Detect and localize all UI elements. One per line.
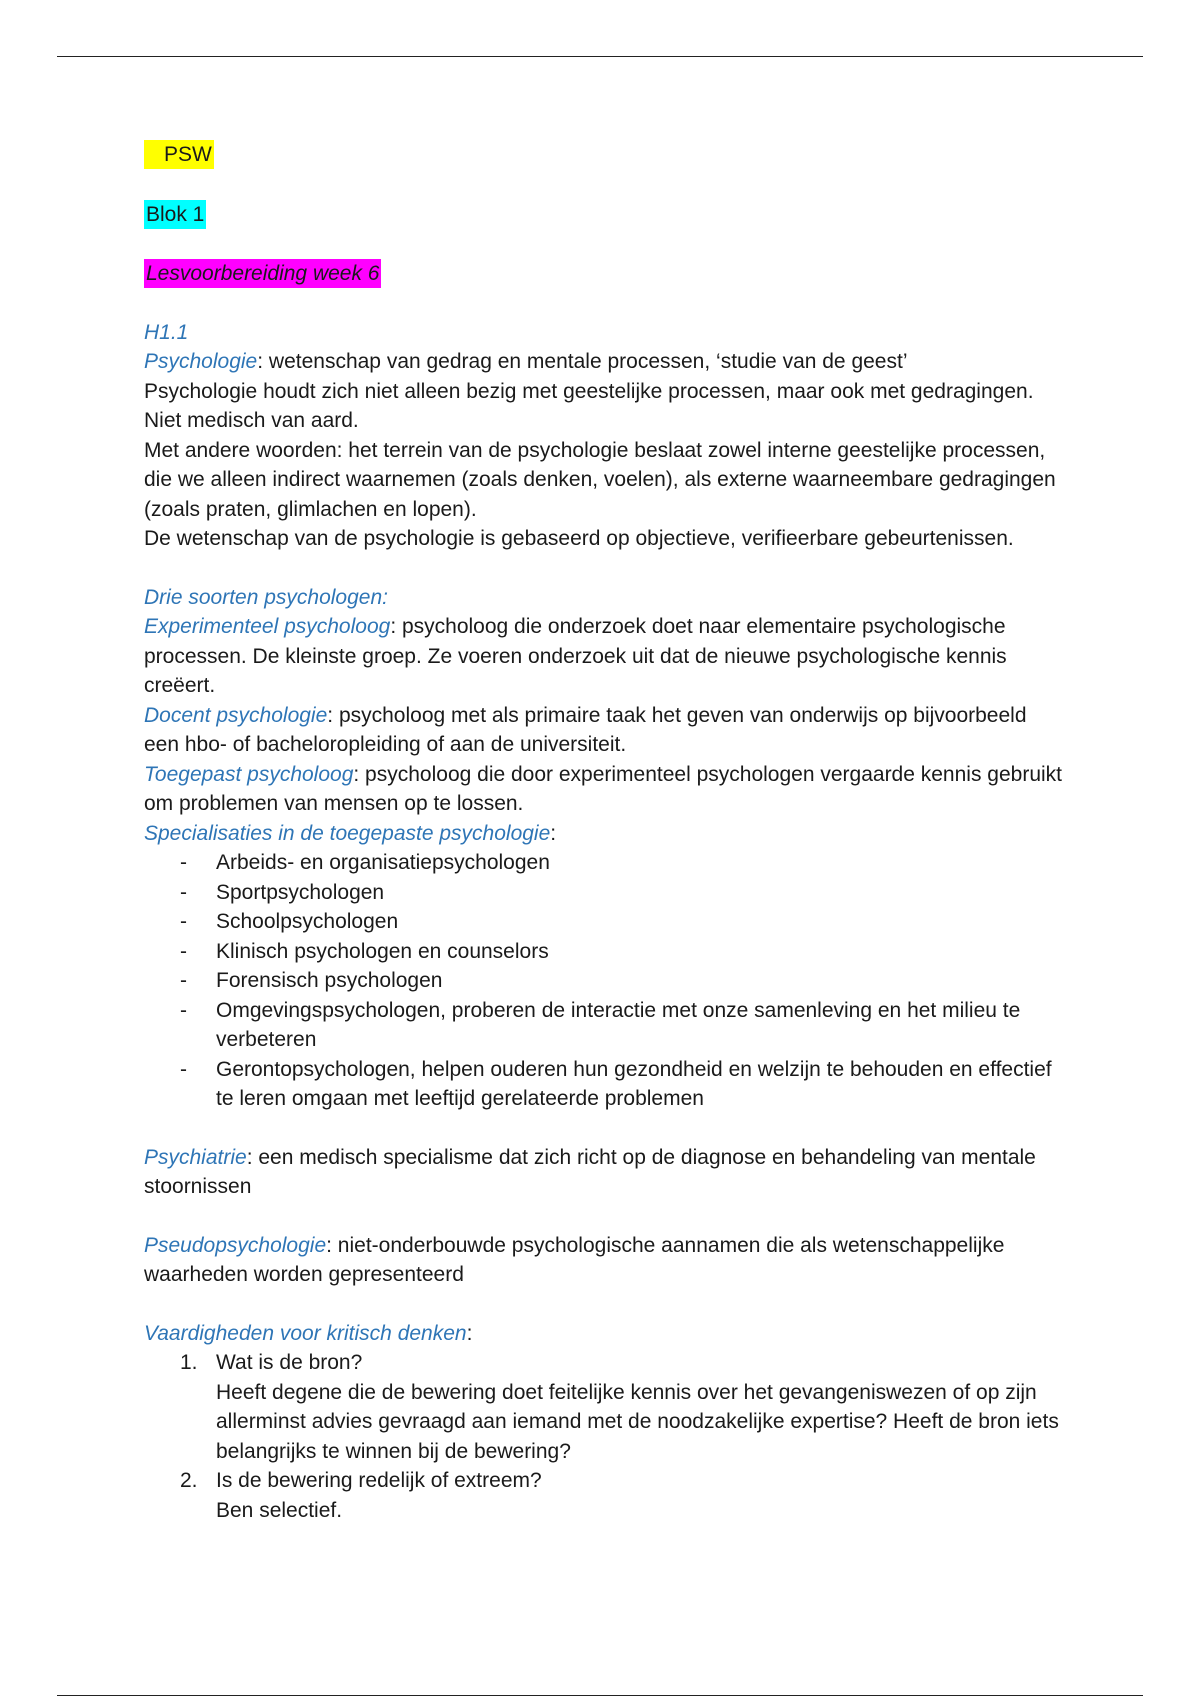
list-marker: -	[180, 851, 187, 874]
psychiatry-term: Psychiatrie	[144, 1145, 247, 1169]
list-number: 1.	[180, 1351, 198, 1374]
document-body	[144, 140, 1064, 1525]
list-item	[144, 1466, 1064, 1525]
applied-def-text: : psycholoog die door experimenteel psychologen vergaarde kennis gebruikt om problemen van mensen op te lossen.	[144, 762, 1062, 815]
list-marker: -	[180, 939, 187, 963]
psychiatry-def-text: : een medisch specialisme dat zich richt op de diagnose en behandeling van mentale stoornissen	[144, 1145, 1036, 1198]
psychiatry-definition	[144, 1143, 1064, 1202]
list-item-body: Heeft degene die de bewering doet feitelijke kennis over het gevangeniswezen of op zijn allerminst advies gevraagd aan iemand met de noodzakelijke expertise? Heeft de bron iets belangrijks te winnen bij de bewering?	[216, 1380, 1059, 1463]
list-item	[144, 996, 1064, 1055]
list-item	[144, 878, 1064, 908]
list-item-body: Ben selectief.	[216, 1498, 343, 1522]
list-item-text: Gerontopsychologen, helpen ouderen hun gezondheid en welzijn te behouden en effectief te leren omgaan met leeftijd gerelateerde problemen	[216, 1057, 1052, 1110]
experimental-def-text: : psycholoog die onderzoek doet naar elementaire psychologische processen. De kleinste groep. Ze voeren onderzoek uit dat de nieuwe psychologische kennis creëert.	[144, 615, 1007, 697]
block-tag: Blok 1	[144, 200, 206, 229]
list-marker: -	[180, 910, 187, 933]
critical-term: Vaardigheden voor kritisch denken	[144, 1321, 467, 1345]
teacher-def-text: : psycholoog met als primaire taak het geven van onderwijs op bijvoorbeeld een hbo- of bacheloropleiding of aan de universiteit.	[144, 703, 1027, 756]
block-tag-line	[144, 200, 1064, 230]
critical-list	[144, 1348, 1064, 1525]
list-item-title: Is de bewering redelijk of extreem?	[216, 1469, 542, 1492]
list-item	[144, 1055, 1064, 1114]
psychology-term: Psychologie	[144, 350, 258, 373]
critical-colon: :	[466, 1321, 473, 1345]
pseudo-term: Pseudopsychologie	[144, 1233, 327, 1257]
list-marker: -	[180, 1057, 187, 1081]
list-item-text: Sportpsychologen	[216, 880, 385, 904]
course-tag: PSW	[144, 140, 214, 169]
psychology-def-text: : wetenschap van gedrag en mentale processen, ‘studie van de geest’	[257, 350, 908, 373]
list-marker: -	[180, 969, 187, 992]
list-item	[144, 907, 1064, 937]
psychology-definition	[144, 347, 1064, 377]
teacher-term: Docent psychologie	[144, 703, 328, 727]
list-marker: -	[180, 998, 187, 1022]
paragraph-1: Psychologie houdt zich niet alleen bezig met geestelijke processen, maar ook met gedragingen. Niet medisch van aard.	[144, 379, 1034, 432]
list-item-text: Arbeids- en organisatiepsychologen	[216, 851, 550, 874]
types-heading: Drie soorten psychologen:	[144, 585, 388, 609]
applied-definition	[144, 760, 1064, 819]
pseudo-def-text: : niet-onderbouwde psychologische aannamen die als wetenschappelijke waarheden worden gepresenteerd	[144, 1233, 1005, 1286]
experimental-definition	[144, 612, 1064, 701]
list-number: 2.	[180, 1469, 198, 1492]
section-heading: H1.1	[144, 320, 189, 344]
list-item-text: Omgevingspsychologen, proberen de interactie met onze samenleving en het milieu te verbeteren	[216, 998, 1021, 1051]
specializations-term: Specialisaties in de toegepaste psychologie	[144, 821, 551, 845]
experimental-term: Experimenteel psycholoog	[144, 615, 391, 638]
week-tag: Lesvoorbereiding week 6	[144, 259, 381, 288]
course-tag-line	[144, 140, 1064, 170]
list-item	[144, 966, 1064, 996]
list-item-text: Forensisch psychologen	[216, 969, 443, 992]
header-rule	[57, 56, 1143, 57]
paragraph-2: Met andere woorden: het terrein van de psychologie beslaat zowel interne geestelijke processen, die we alleen indirect waarnemen (zoals denken, voelen), als externe waarneembare gedragingen (zoals praten, glimlachen en lopen).	[144, 438, 1056, 521]
list-item	[144, 848, 1064, 878]
applied-term: Toegepast psycholoog	[144, 762, 354, 786]
paragraph-3: De wetenschap van de psychologie is gebaseerd op objectieve, verifieerbare gebeurtenissen.	[144, 527, 1014, 550]
list-item-text: Schoolpsychologen	[216, 910, 399, 933]
specializations-list	[144, 848, 1064, 1114]
list-item-text: Klinisch psychologen en counselors	[216, 939, 549, 963]
list-marker: -	[180, 880, 187, 904]
teacher-definition	[144, 701, 1064, 760]
list-item	[144, 937, 1064, 967]
footer-rule	[57, 1695, 1143, 1696]
list-item-title: Wat is de bron?	[216, 1351, 363, 1374]
list-item	[144, 1348, 1064, 1466]
week-tag-line	[144, 259, 1064, 289]
pseudo-definition	[144, 1231, 1064, 1290]
specializations-heading	[144, 819, 1064, 849]
critical-heading	[144, 1319, 1064, 1349]
specializations-colon: :	[550, 821, 557, 845]
